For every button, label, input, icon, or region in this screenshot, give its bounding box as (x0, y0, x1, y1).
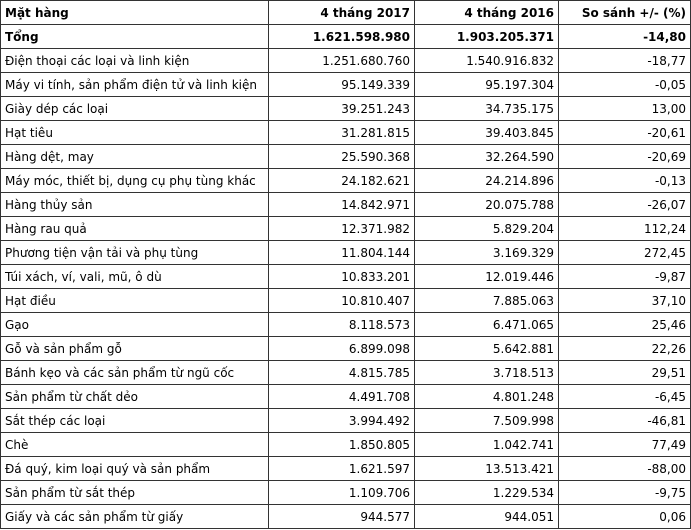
table-row (1, 433, 691, 457)
item-name: Gỗ và sản phẩm gỗ (1, 337, 269, 361)
header-2016: 4 tháng 2016 (415, 1, 559, 25)
percent-change: -0,13 (559, 169, 691, 193)
value-2017: 3.994.492 (269, 409, 415, 433)
percent-change: 13,00 (559, 97, 691, 121)
percent-change: -46,81 (559, 409, 691, 433)
value-2017: 24.182.621 (269, 169, 415, 193)
total-row (1, 25, 691, 49)
percent-change: -88,00 (559, 457, 691, 481)
value-2017: 944.577 (269, 505, 415, 529)
table-header (1, 1, 691, 25)
item-name: Điện thoại các loại và linh kiện (1, 49, 269, 73)
percent-change: 0,06 (559, 505, 691, 529)
value-2017: 10.810.407 (269, 289, 415, 313)
item-name: Hạt tiêu (1, 121, 269, 145)
percent-change: 29,51 (559, 361, 691, 385)
value-2016: 7.885.063 (415, 289, 559, 313)
item-name: Đá quý, kim loại quý và sản phẩm (1, 457, 269, 481)
value-2017: 95.149.339 (269, 73, 415, 97)
item-name: Hàng rau quả (1, 217, 269, 241)
percent-change: -0,05 (559, 73, 691, 97)
item-name: Máy vi tính, sản phẩm điện tử và linh kiện (1, 73, 269, 97)
value-2017: 31.281.815 (269, 121, 415, 145)
table-row (1, 337, 691, 361)
percent-change: 272,45 (559, 241, 691, 265)
table-row (1, 193, 691, 217)
value-2017: 11.804.144 (269, 241, 415, 265)
item-name: Sản phẩm từ sắt thép (1, 481, 269, 505)
table-row (1, 265, 691, 289)
value-2017: 1.251.680.760 (269, 49, 415, 73)
percent-change: -20,69 (559, 145, 691, 169)
table-row (1, 217, 691, 241)
table-row (1, 145, 691, 169)
value-2017: 25.590.368 (269, 145, 415, 169)
value-2016: 6.471.065 (415, 313, 559, 337)
value-2016: 944.051 (415, 505, 559, 529)
value-2016: 32.264.590 (415, 145, 559, 169)
value-2016: 5.829.204 (415, 217, 559, 241)
table-row (1, 169, 691, 193)
value-2016: 20.075.788 (415, 193, 559, 217)
value-2017: 14.842.971 (269, 193, 415, 217)
value-2016: 1.229.534 (415, 481, 559, 505)
value-2016: 4.801.248 (415, 385, 559, 409)
table-row (1, 73, 691, 97)
table-row (1, 97, 691, 121)
table-row (1, 361, 691, 385)
item-name: Phương tiện vận tải và phụ tùng (1, 241, 269, 265)
table-row (1, 241, 691, 265)
item-name: Hàng dệt, may (1, 145, 269, 169)
percent-change: -6,45 (559, 385, 691, 409)
value-2017: 12.371.982 (269, 217, 415, 241)
percent-change: -14,80 (559, 25, 691, 49)
percent-change: 22,26 (559, 337, 691, 361)
percent-change: -9,75 (559, 481, 691, 505)
table-row (1, 457, 691, 481)
value-2017: 1.109.706 (269, 481, 415, 505)
percent-change: -18,77 (559, 49, 691, 73)
value-2016: 34.735.175 (415, 97, 559, 121)
table-row (1, 289, 691, 313)
percent-change: 77,49 (559, 433, 691, 457)
value-2016: 13.513.421 (415, 457, 559, 481)
percent-change: -9,87 (559, 265, 691, 289)
value-2016: 1.042.741 (415, 433, 559, 457)
value-2016: 3.169.329 (415, 241, 559, 265)
value-2016: 1.540.916.832 (415, 49, 559, 73)
percent-change: -26,07 (559, 193, 691, 217)
table-row (1, 505, 691, 529)
value-2016: 5.642.881 (415, 337, 559, 361)
header-row (1, 1, 691, 25)
value-2016: 24.214.896 (415, 169, 559, 193)
header-compare: So sánh +/- (%) (559, 1, 691, 25)
item-name: Túi xách, ví, vali, mũ, ô dù (1, 265, 269, 289)
percent-change: 112,24 (559, 217, 691, 241)
value-2016: 12.019.446 (415, 265, 559, 289)
value-2017: 6.899.098 (269, 337, 415, 361)
item-name: Gạo (1, 313, 269, 337)
value-2016: 95.197.304 (415, 73, 559, 97)
item-name: Giày dép các loại (1, 97, 269, 121)
header-2017: 4 tháng 2017 (269, 1, 415, 25)
table-row (1, 385, 691, 409)
table-body (1, 25, 691, 529)
percent-change: 25,46 (559, 313, 691, 337)
value-2017: 10.833.201 (269, 265, 415, 289)
item-name: Sản phẩm từ chất dẻo (1, 385, 269, 409)
header-item: Mặt hàng (1, 1, 269, 25)
value-2017: 4.491.708 (269, 385, 415, 409)
value-2017: 8.118.573 (269, 313, 415, 337)
table-row (1, 481, 691, 505)
item-name: Sắt thép các loại (1, 409, 269, 433)
table-row (1, 121, 691, 145)
table-row (1, 49, 691, 73)
item-name: Bánh kẹo và các sản phẩm từ ngũ cốc (1, 361, 269, 385)
value-2016: 1.903.205.371 (415, 25, 559, 49)
value-2017: 1.621.598.980 (269, 25, 415, 49)
value-2016: 3.718.513 (415, 361, 559, 385)
percent-change: 37,10 (559, 289, 691, 313)
item-name: Tổng (1, 25, 269, 49)
item-name: Hạt điều (1, 289, 269, 313)
value-2017: 1.850.805 (269, 433, 415, 457)
value-2017: 4.815.785 (269, 361, 415, 385)
item-name: Hàng thủy sản (1, 193, 269, 217)
item-name: Máy móc, thiết bị, dụng cụ phụ tùng khác (1, 169, 269, 193)
item-name: Chè (1, 433, 269, 457)
value-2017: 1.621.597 (269, 457, 415, 481)
table-row (1, 409, 691, 433)
percent-change: -20,61 (559, 121, 691, 145)
item-name: Giấy và các sản phẩm từ giấy (1, 505, 269, 529)
value-2017: 39.251.243 (269, 97, 415, 121)
table-row (1, 313, 691, 337)
value-2016: 7.509.998 (415, 409, 559, 433)
value-2016: 39.403.845 (415, 121, 559, 145)
